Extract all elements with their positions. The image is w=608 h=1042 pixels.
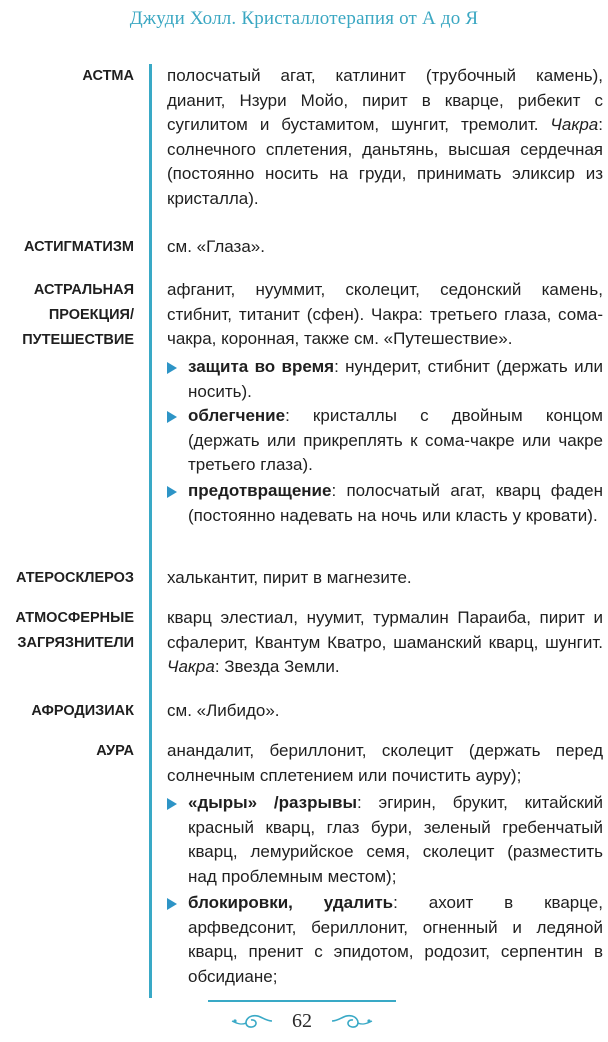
vertical-divider [149, 64, 152, 998]
entry-definition: анандалит, бериллонит, сколецит (держать перед солнечным сплетением или почистить ауру); [167, 741, 603, 785]
entry-term: АТЕРОСКЛЕРОЗ [15, 570, 134, 586]
subitem: блокировки, удалить: ахоит в кварце, арфведсонит, бериллонит, огненный и ледяной кварц, пренит с эпидотом, родозит, серпентин в обсидиане; [167, 891, 603, 989]
subitem: защита во время: нундерит, стибнит (держать или носить). [167, 355, 603, 404]
subitem-label: защита во время [188, 357, 335, 376]
entry-term: АТМОСФЕРНЫЕ ЗАГРЯЗНИТЕЛИ [15, 610, 134, 651]
entry-term: АСТРАЛЬНАЯ ПРОЕКЦИЯ/ ПУТЕШЕСТВИЕ [22, 282, 134, 348]
triangle-bullet-icon [167, 486, 177, 498]
entry-definition: полосчатый агат, катлинит (трубочный камень), дианит, Нзури Мойо, пирит в кварце, рибекит с сугилитом и бустамитом, шунгит, тремолит. Чакра: солнечного сплетения, даньтянь, высшая сердечная (постоянно носить на груди, принимать эликсир из кристалла). [167, 66, 603, 208]
page-footer [208, 996, 396, 1040]
entry-definition: афганит, нууммит, сколецит, седонский камень, стибнит, титанит (сфен). Чакра: третьего глаза, сома-чакра, коронная, также см. «Путешествие». [167, 280, 603, 349]
subitem-label: «дыры» /разрывы [188, 793, 358, 812]
triangle-bullet-icon [167, 362, 177, 374]
entry-term: АУРА [96, 743, 134, 759]
chakra-label: Чакра [167, 657, 215, 677]
subitem: облегчение: кристаллы с двойным концом (держать или прикреплять к сома-чакре или чакре третьего глаза). [167, 404, 603, 478]
triangle-bullet-icon [167, 798, 177, 810]
entry-definition: халькантит, пирит в магнезите. [167, 568, 412, 587]
chakra-label: Чакра [550, 115, 599, 135]
footer-rule [208, 1000, 396, 1002]
entry-term: АФРОДИЗИАК [31, 703, 134, 719]
running-header: Джуди Холл. Кристаллотерапия от А до Я [129, 8, 479, 29]
entry-definition: см. «Глаза». [167, 237, 265, 256]
page-number: 62 [292, 1010, 312, 1032]
entry-definition: см. «Либидо». [167, 701, 280, 720]
entry-term: АСТИГМАТИЗМ [24, 239, 134, 255]
triangle-bullet-icon [167, 898, 177, 910]
right-ornament-icon [330, 1010, 374, 1032]
entry-definition: кварц элестиал, нуумит, турмалин Параиба, пирит и сфалерит, Квантум Кватро, шаманский кварц, шунгит. Чакра: Звезда Земли. [167, 608, 603, 677]
subitem-label: блокировки, удалить [188, 893, 394, 912]
subitem-label: предотвращение [188, 481, 332, 500]
entry-term: АСТМА [82, 68, 134, 84]
subitem: предотвращение: полосчатый агат, кварц фаден (постоянно надевать на ночь или класть у кровати). [167, 479, 603, 528]
subitem: «дыры» /разрывы: эгирин, брукит, китайский красный кварц, глаз бури, зеленый гребенчатый кварц, лемурийское семя, сколецит (разместить над проблемным местом); [167, 791, 603, 889]
triangle-bullet-icon [167, 411, 177, 423]
subitem-label: облегчение [188, 406, 286, 425]
